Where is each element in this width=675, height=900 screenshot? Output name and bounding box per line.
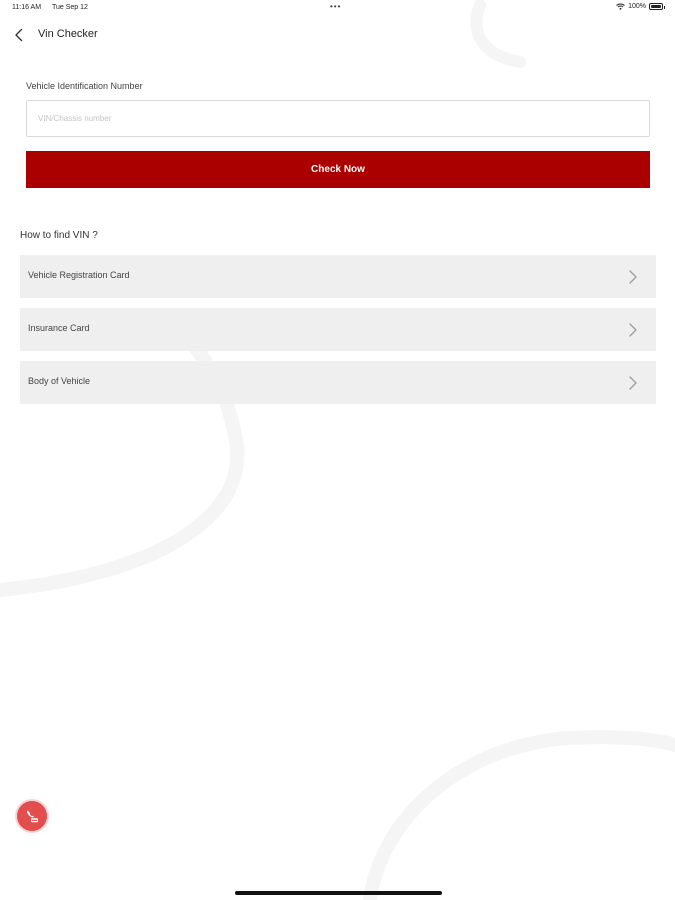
help-item-label: Vehicle Registration Card xyxy=(28,270,130,280)
help-item-insurance-card[interactable] xyxy=(20,308,656,351)
status-bar xyxy=(0,0,675,16)
multitasking-dots[interactable]: ••• xyxy=(330,2,342,11)
vin-input[interactable] xyxy=(26,100,650,137)
vin-field-label: Vehicle Identification Number xyxy=(26,81,143,91)
how-to-find-heading: How to find VIN ? xyxy=(20,230,98,241)
chevron-right-icon xyxy=(628,322,638,338)
header xyxy=(0,22,675,48)
status-time: 11:16 AM xyxy=(12,4,42,11)
call-sos-button[interactable] xyxy=(17,801,47,831)
home-indicator[interactable] xyxy=(235,891,442,895)
chevron-left-icon xyxy=(14,28,24,42)
phone-sos-icon xyxy=(24,808,40,824)
help-item-label: Insurance Card xyxy=(28,323,90,333)
chevron-right-icon xyxy=(628,269,638,285)
status-date: Tue Sep 12 xyxy=(52,4,88,11)
battery-icon xyxy=(649,3,663,10)
status-indicators xyxy=(616,3,663,10)
battery-percent: 100% xyxy=(628,3,646,10)
help-item-body-of-vehicle[interactable] xyxy=(20,361,656,404)
wifi-icon xyxy=(616,3,625,10)
back-button[interactable] xyxy=(8,24,30,46)
help-item-label: Body of Vehicle xyxy=(28,376,91,386)
page-title: Vin Checker xyxy=(38,28,98,40)
help-item-registration-card[interactable] xyxy=(20,255,656,298)
chevron-right-icon xyxy=(628,375,638,391)
check-now-button[interactable]: Check Now xyxy=(26,151,650,188)
